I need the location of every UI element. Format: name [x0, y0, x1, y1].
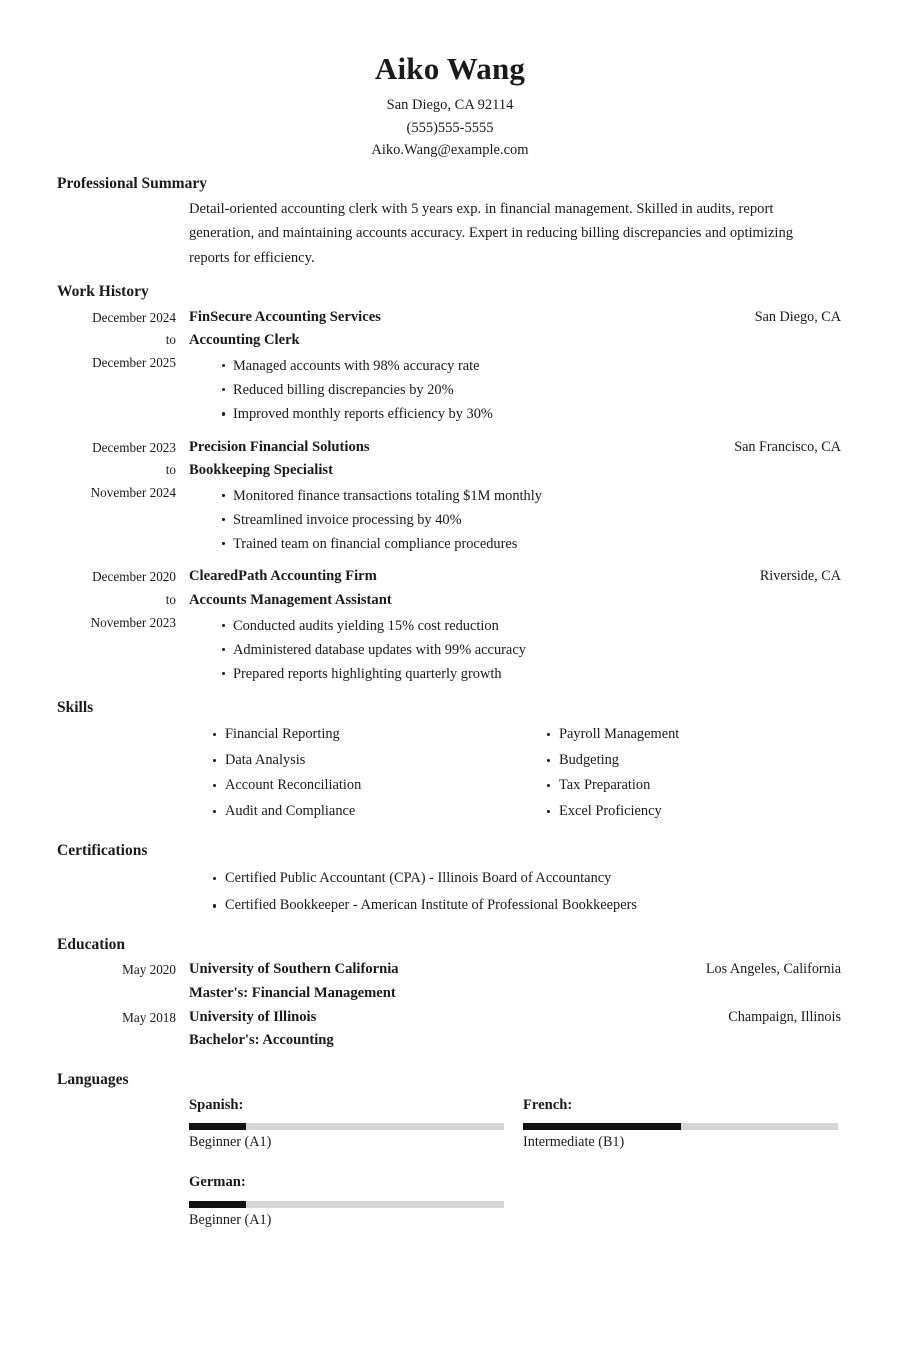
education-entry-head [189, 1006, 841, 1030]
section-title-languages: Languages [57, 1070, 129, 1088]
language-item [523, 1094, 857, 1154]
job-title: Bookkeeping Specialist [189, 462, 333, 479]
work-entry-body [176, 565, 900, 686]
summary-date-spacer [0, 197, 176, 270]
section-skills [0, 699, 900, 824]
graduation-date: May 2020 [122, 962, 176, 978]
language-proficiency-track [189, 1201, 504, 1208]
date-end: November 2024 [90, 485, 176, 501]
list-item: Excel Proficiency [523, 799, 857, 825]
graduation-date: May 2018 [122, 1009, 176, 1025]
date-end: November 2023 [90, 614, 176, 630]
skills-grid [0, 722, 900, 825]
section-title-skills: Skills [57, 699, 94, 717]
language-level-label: Beginner (A1) [189, 1212, 272, 1229]
list-item: Account Reconciliation [189, 773, 523, 799]
list-item: Administered database updates with 99% accuracy [189, 638, 841, 662]
list-item: Tax Preparation [523, 773, 857, 799]
employer-location: San Francisco, CA [734, 438, 841, 455]
list-item: Financial Reporting [189, 722, 523, 748]
section-certifications [0, 842, 900, 919]
language-level-label: Beginner (A1) [189, 1134, 272, 1151]
certifications-body [0, 865, 900, 920]
employer-name: ClearedPath Accounting Firm [189, 568, 377, 585]
education-date [0, 958, 176, 1005]
summary-text: Detail-oriented accounting clerk with 5 years exp. in financial management. Skilled in audits, report generation, and maintaining accounts accuracy. Expert in reducing billing discrepancies and optimizing reports for efficiency. [189, 201, 794, 266]
section-work-history [0, 283, 900, 686]
contact-location: San Diego, CA 92114 [386, 97, 514, 114]
section-languages [0, 1071, 900, 1249]
list-item: Improved monthly reports efficiency by 30% [189, 402, 841, 426]
section-education [0, 936, 900, 1053]
contact-phone: (555)555-5555 [406, 119, 494, 136]
date-separator: to [165, 462, 176, 478]
resume-header [0, 0, 900, 162]
language-level-label: Intermediate (B1) [523, 1134, 625, 1151]
work-entry-dates [0, 306, 176, 427]
work-achievements-list [189, 614, 841, 687]
education-entry-head [189, 958, 841, 982]
summary-row [0, 197, 900, 270]
list-item: Streamlined invoice processing by 40% [189, 508, 841, 532]
skills-list-right [523, 722, 857, 825]
job-title: Accounting Clerk [189, 332, 300, 349]
work-entry-body [176, 436, 900, 557]
language-proficiency-track [523, 1123, 838, 1130]
skills-column-left [189, 722, 523, 825]
work-entry-head [189, 436, 841, 460]
degree-title: Master's: Financial Management [189, 985, 396, 1001]
work-entry [0, 306, 900, 427]
language-proficiency-fill [523, 1123, 681, 1130]
language-name: Spanish: [189, 1096, 244, 1113]
work-entry-dates [0, 565, 176, 686]
education-entry-body [176, 958, 900, 1005]
education-entry [0, 958, 900, 1005]
language-proficiency-fill [189, 1123, 246, 1130]
work-entry-dates [0, 436, 176, 557]
work-achievements-list [189, 484, 841, 557]
contact-email: Aiko.Wang@example.com [371, 142, 529, 159]
employer-location: San Diego, CA [754, 308, 841, 325]
date-start: December 2024 [92, 309, 176, 325]
skills-column-right [523, 722, 857, 825]
education-entry [0, 1006, 900, 1053]
list-item: Trained team on financial compliance procedures [189, 532, 841, 556]
language-item [189, 1171, 523, 1231]
school-name: University of Illinois [189, 1008, 317, 1025]
list-item: Certified Public Accountant (CPA) - Illinois Board of Accountancy [189, 865, 900, 892]
school-location: Los Angeles, California [705, 961, 841, 978]
section-professional-summary [0, 175, 900, 271]
work-achievements-list [189, 354, 841, 427]
date-start: December 2023 [92, 439, 176, 455]
date-separator: to [165, 592, 176, 608]
work-entry-body [176, 306, 900, 427]
list-item: Reduced billing discrepancies by 20% [189, 378, 841, 402]
date-end: December 2025 [92, 355, 176, 371]
language-name: French: [523, 1096, 573, 1113]
section-title-certifications: Certifications [57, 842, 148, 860]
section-title-work-history: Work History [57, 283, 149, 301]
employer-name: FinSecure Accounting Services [189, 308, 381, 325]
education-date [0, 1006, 176, 1053]
language-item [189, 1094, 523, 1154]
section-title-education: Education [57, 935, 126, 953]
education-entry-body [176, 1006, 900, 1053]
job-title: Accounts Management Assistant [189, 592, 392, 609]
work-entry [0, 436, 900, 557]
section-title-professional-summary: Professional Summary [57, 174, 207, 192]
school-location: Champaign, Illinois [728, 1008, 841, 1025]
languages-grid [0, 1094, 900, 1250]
school-name: University of Southern California [189, 961, 399, 978]
language-name: German: [189, 1174, 246, 1191]
list-item: Conducted audits yielding 15% cost reduction [189, 614, 841, 638]
summary-body [176, 197, 900, 270]
work-entry-head [189, 565, 841, 589]
work-entry [0, 565, 900, 686]
list-item: Data Analysis [189, 748, 523, 774]
list-item: Certified Bookkeeper - American Institute of Professional Bookkeepers [189, 892, 900, 919]
date-start: December 2020 [92, 569, 176, 585]
language-proficiency-fill [189, 1201, 246, 1208]
work-entry-head [189, 306, 841, 330]
list-item: Managed accounts with 98% accuracy rate [189, 354, 841, 378]
list-item: Prepared reports highlighting quarterly growth [189, 662, 841, 686]
employer-location: Riverside, CA [759, 568, 841, 585]
employer-name: Precision Financial Solutions [189, 438, 370, 455]
list-item: Budgeting [523, 748, 857, 774]
candidate-name: Aiko Wang [374, 51, 526, 86]
list-item: Payroll Management [523, 722, 857, 748]
certifications-list [189, 865, 900, 920]
skills-list-left [189, 722, 523, 825]
language-proficiency-track [189, 1123, 504, 1130]
list-item: Monitored finance transactions totaling $1M monthly [189, 484, 841, 508]
degree-title: Bachelor's: Accounting [189, 1032, 334, 1049]
date-separator: to [165, 332, 176, 348]
list-item: Audit and Compliance [189, 799, 523, 825]
